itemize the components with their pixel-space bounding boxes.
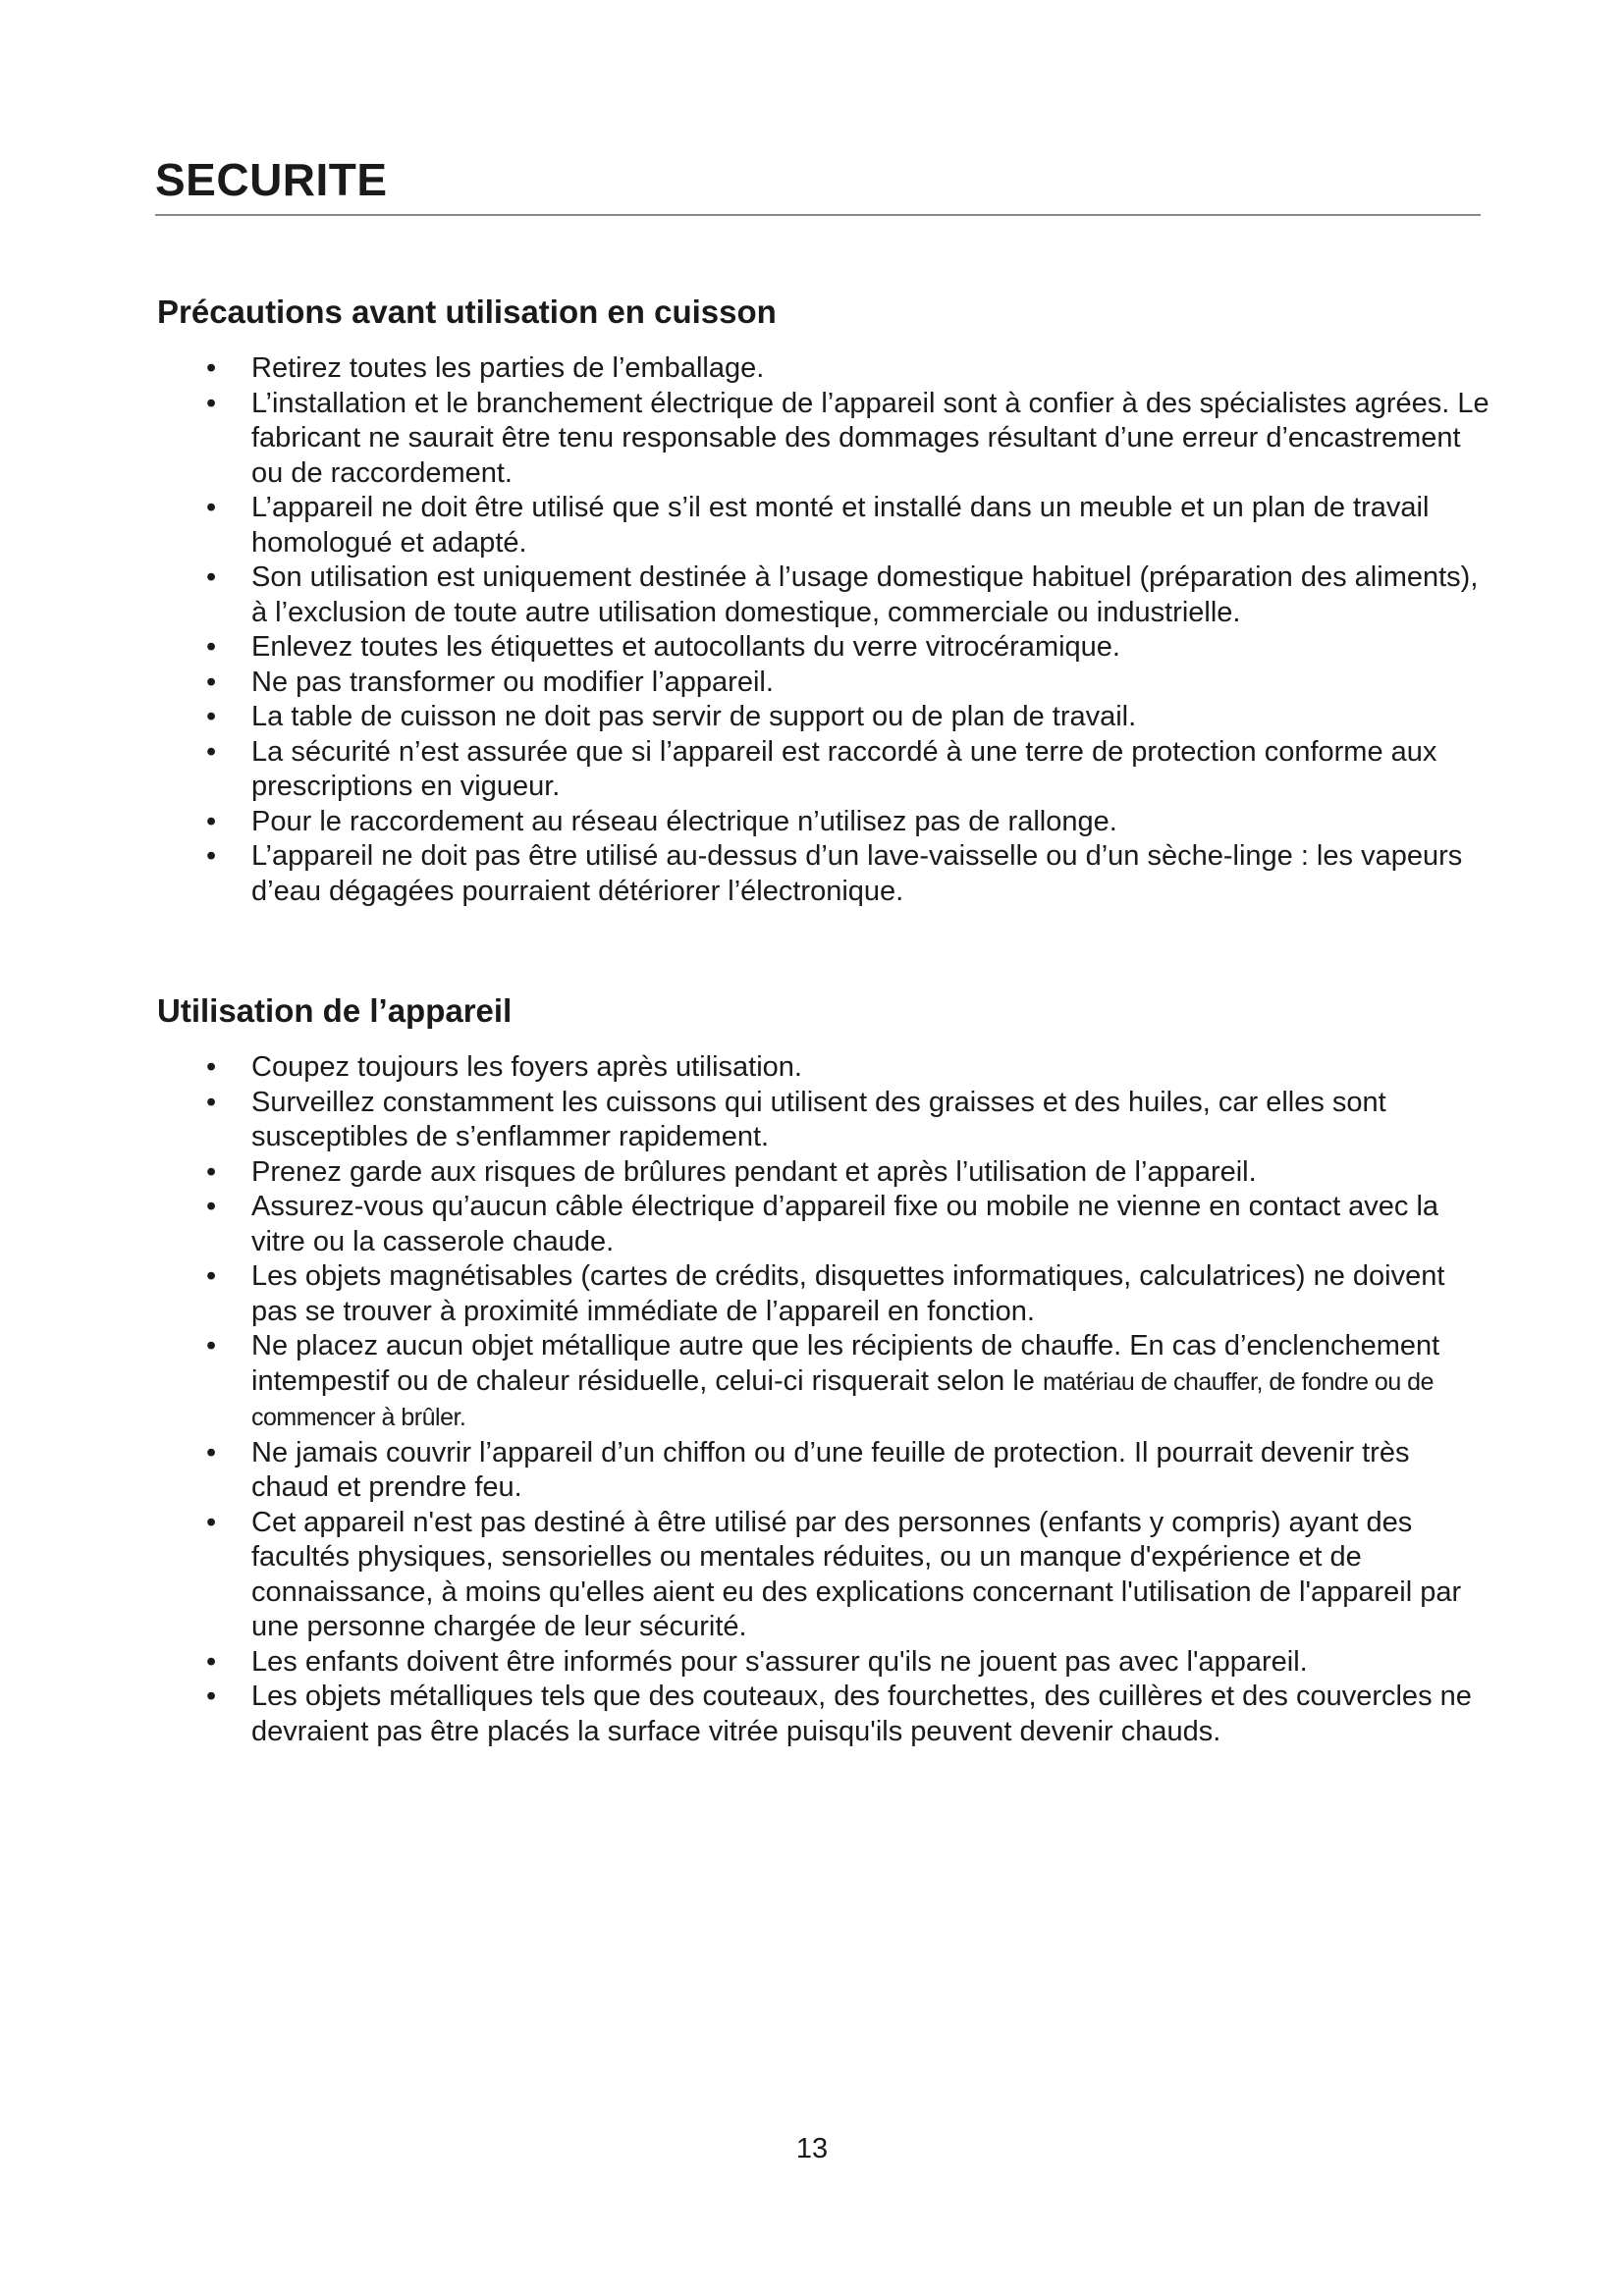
list-item [157,1050,1492,1086]
list-item-text: Assurez-vous qu’aucun câble électrique d’appareil fixe ou mobile ne vienne en contact avec la vitre ou la casserole chaude. [251,1191,1439,1257]
section-precautions [157,293,1492,909]
list-item-text: L’appareil ne doit pas être utilisé au-dessus d’un lave-vaisselle ou d’un sèche-linge : les vapeurs d’eau dégagées pourraient détériorer l’électronique. [251,840,1463,907]
list-item [157,805,1492,840]
list-item [157,700,1492,735]
list-item [157,1436,1492,1506]
list-item [157,839,1492,909]
precautions-list [157,351,1492,909]
list-item [157,561,1492,630]
bullet-icon: • [206,735,217,768]
section-heading-precautions: Précautions avant utilisation en cuisson [157,294,777,330]
list-item-text: Les objets métalliques tels que des couteaux, des fourchettes, des cuillères et des couvercles ne devraient pas être placés la surface vitrée puisqu'ils peuvent devenir chauds. [251,1681,1472,1747]
bullet-icon: • [206,352,217,384]
list-item [157,1645,1492,1681]
bullet-icon: • [206,1330,217,1362]
bullet-icon: • [206,1436,217,1468]
bullet-icon: • [206,666,217,698]
utilisation-list [157,1050,1492,1749]
list-item-text: La sécurité n’est assurée que si l’appareil est raccordé à une terre de protection conforme aux prescriptions en vigueur. [251,735,1437,802]
bullet-icon: • [206,492,217,523]
list-item-text: Cet appareil n'est pas destiné à être utilisé par des personnes (enfants y compris) ayant des facultés physiques, sensorielles ou mentales réduites, ou un manque d'expérience et de connaissance, à moins qu'elles aient eu des explications concernant l'utilisation de l'appareil par une personne chargée de leur sécurité. [251,1506,1462,1642]
list-item-text-small: matériau de chauffer, de fondre ou de commencer à brûler. [251,1367,1434,1431]
list-item [157,491,1492,561]
bullet-icon: • [206,1051,217,1083]
list-item-text: L’installation et le branchement électrique de l’appareil sont à confier à des spécialistes agrées. Le fabricant ne saurait être tenu responsable des dommages résultant d’une erreur d’encastrement ou de raccordement. [251,387,1489,489]
bullet-icon: • [206,805,217,837]
list-item [157,666,1492,701]
list-item-text: Retirez toutes les parties de l’emballage. [251,352,765,384]
list-item-text: La table de cuisson ne doit pas servir de support ou de plan de travail. [251,701,1137,732]
list-item [157,1506,1492,1645]
list-item [157,1190,1492,1259]
bullet-icon: • [206,1155,217,1188]
bullet-icon: • [206,1506,217,1538]
list-item [157,735,1492,805]
bullet-icon: • [206,1260,217,1292]
bullet-icon: • [206,840,217,872]
list-item-text: Ne jamais couvrir l’appareil d’un chiffon ou d’une feuille de protection. Il pourrait devenir très chaud et prendre feu. [251,1436,1410,1503]
list-item [157,387,1492,492]
title-underline [155,214,1481,216]
list-item [157,1329,1492,1436]
list-item-text: Enlevez toutes les étiquettes et autocollants du verre vitrocéramique. [251,631,1120,663]
page-number: 13 [795,2133,829,2164]
list-item-text: Pour le raccordement au réseau électrique n’utilisez pas de rallonge. [251,805,1117,837]
list-item-text: Surveillez constamment les cuissons qui utilisent des graisses et des huiles, car elles sont susceptibles de s’enflammer rapidement. [251,1086,1386,1152]
list-item-text: Son utilisation est uniquement destinée à l’usage domestique habituel (préparation des aliments), à l’exclusion de toute autre utilisation domestique, commerciale ou industrielle. [251,561,1479,628]
list-item-text: Ne pas transformer ou modifier l’appareil. [251,666,774,698]
list-item [157,630,1492,666]
list-item [157,351,1492,387]
list-item [157,1680,1492,1749]
bullet-icon: • [206,387,217,419]
bullet-icon: • [206,631,217,663]
bullet-icon: • [206,1645,217,1678]
list-item [157,1259,1492,1329]
list-item-text: Les objets magnétisables (cartes de crédits, disquettes informatiques, calculatrices) ne doivent pas se trouver à proximité immédiate de l’appareil en fonction. [251,1260,1445,1327]
bullet-icon: • [206,1191,217,1222]
list-item-text: Coupez toujours les foyers après utilisation. [251,1051,802,1083]
page-title: SECURITE [155,154,388,205]
bullet-icon: • [206,701,217,732]
bullet-icon: • [206,1681,217,1712]
bullet-icon: • [206,1086,217,1118]
list-item-text: Prenez garde aux risques de brûlures pendant et après l’utilisation de l’appareil. [251,1155,1257,1188]
section-utilisation [157,991,1492,1749]
list-item-text: Ne placez aucun objet métallique autre que les récipients de chauffe. En cas d’enclenchement intempestif ou de chaleur résiduelle, celui-ci risquerait selon le [251,1330,1440,1397]
list-item [157,1155,1492,1191]
list-item [157,1086,1492,1155]
list-item-text: Les enfants doivent être informés pour s'assurer qu'ils ne jouent pas avec l'appareil. [251,1645,1308,1678]
bullet-icon: • [206,561,217,593]
list-item-text: L’appareil ne doit être utilisé que s’il est monté et installé dans un meuble et un plan de travail homologué et adapté. [251,492,1430,559]
section-heading-utilisation: Utilisation de l’appareil [157,992,513,1029]
